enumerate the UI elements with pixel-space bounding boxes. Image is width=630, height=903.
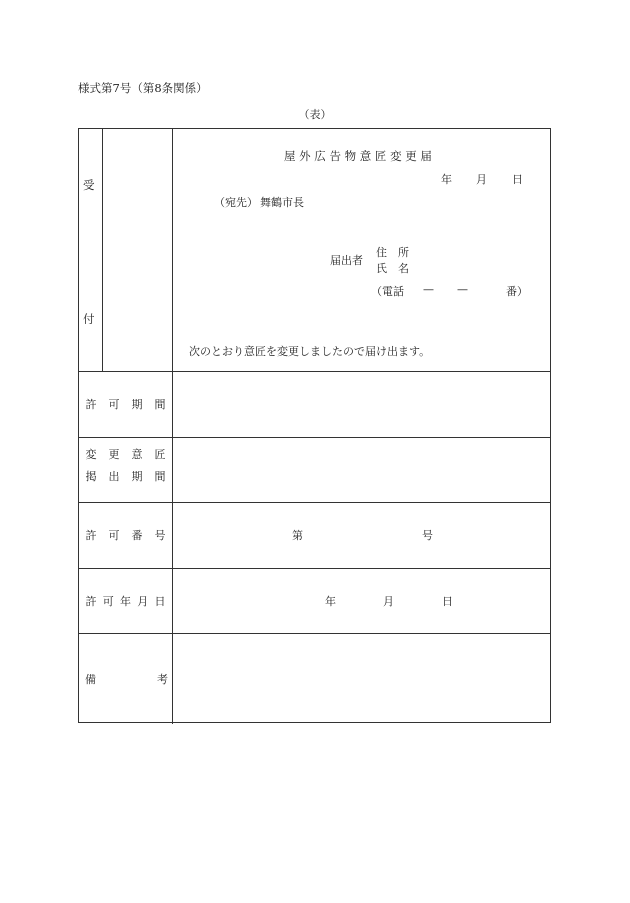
row-divider [79, 633, 550, 634]
phone-dash-1: — [423, 283, 434, 296]
permit-number-suffix: 号 [422, 529, 433, 542]
reception-inner-divider [102, 129, 103, 371]
remarks-label-left: 備 [85, 673, 96, 686]
address-label: 住 所 [376, 246, 409, 259]
remarks-label-right: 考 [157, 673, 168, 686]
label-column-divider [172, 129, 173, 724]
notice-body: 次のとおり意匠を変更しましたので届け出ます。 [189, 345, 431, 358]
form-table [78, 128, 551, 723]
permit-date-label: 許可年月日 [85, 594, 166, 608]
phone-close: 番） [506, 285, 528, 298]
permit-date-month: 月 [383, 595, 394, 608]
addressee-prefix: （宛先） [214, 196, 258, 209]
permit-date-year: 年 [325, 595, 336, 608]
permit-number-prefix: 第 [292, 529, 303, 542]
reception-char-top: 受 [83, 178, 95, 192]
permit-period-label: 許 可 期 間 [85, 398, 166, 411]
permit-date-day: 日 [442, 595, 453, 608]
row-divider [79, 437, 550, 438]
date-day-label: 日 [512, 173, 523, 186]
submitter-label: 届出者 [330, 254, 363, 267]
posting-period-label: 掲 出 期 間 [85, 470, 166, 483]
date-year-label: 年 [441, 173, 452, 186]
notice-title: 屋 外 広 告 物 意 匠 変 更 届 [284, 149, 432, 163]
date-month-label: 月 [476, 173, 487, 186]
addressee: 舞鶴市長 [260, 196, 304, 209]
name-label: 氏 名 [376, 262, 409, 275]
phone-open: （電話 [371, 285, 404, 298]
permit-number-label: 許 可 番 号 [85, 529, 166, 542]
reception-char-bottom: 付 [83, 312, 95, 326]
form-number: 様式第7号（第8条関係） [78, 81, 208, 95]
phone-dash-2: — [457, 283, 468, 296]
changed-design-label: 変 更 意 匠 [85, 448, 166, 461]
side-label: （表） [298, 108, 332, 121]
